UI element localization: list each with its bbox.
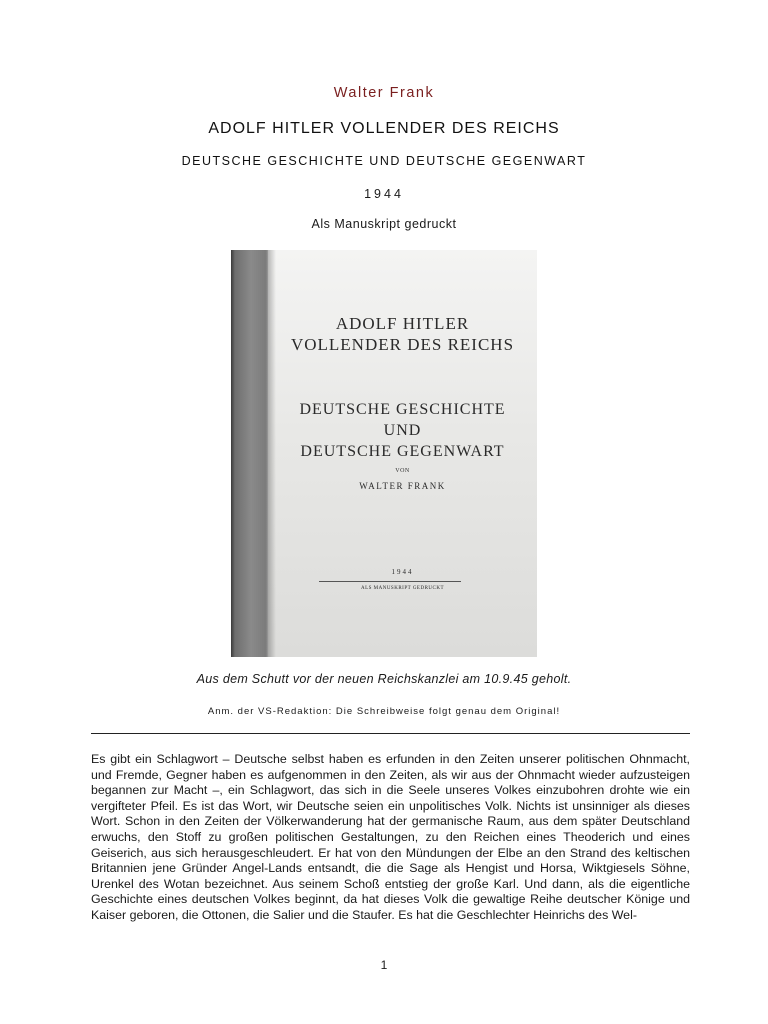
book-spine (231, 250, 268, 657)
page-number: 1 (380, 958, 388, 972)
cover-von: VON (395, 468, 410, 474)
cover-year: 1944 (391, 568, 414, 576)
cover-subtitle-line-1: DEUTSCHE GESCHICHTE (299, 401, 506, 418)
book-cover-photo (231, 250, 537, 657)
author-name: Walter Frank (333, 85, 435, 101)
cover-title-line-2: VOLLENDER DES REICHS (290, 335, 515, 354)
document-title: ADOLF HITLER VOLLENDER DES REICHS (208, 120, 560, 137)
photo-caption: Aus dem Schutt vor der neuen Reichskanzlei am 10.9.45 geholt. (196, 672, 572, 686)
body-paragraph: Es gibt ein Schlagwort – Deutsche selbst haben es erfunden in den Zeiten unserer politischen Ohnmacht, und Fremde, Gegner haben es aufgenommen in den Zeiten, als wir aus der Ohnmacht wieder aufzusteigen begannen zur Macht –, ein Schlagwort, das sich in die Seele unseres Volkes einzubohren drohte wie ein vergifteter Pfeil. Es ist das Wort, wir Deutsche seien ein unpolitisches Volk. Nichts ist unsinniger als dieses Wort. Schon in den Zeiten der Völkerwanderung hat der germanische Raum, aus dem später Deutschland erwuchs, den Stoff zu großen politischen Gestaltungen, zu den Reichen eines Theoderich und eines Geiserich, aus sich herausgeschleudert. Er hat von den Mündungen der Elbe an den Strand des keltischen Britannien jene Gründer Angel-Lands entsandt, die die Sage als Hengist und Horsa, Wiktgiesels Söhne, Urenkel des Wotan bezeichnet. Aus seinem Schoß entstieg der große Karl. Und dann, als die eigentliche Geschichte eines deutschen Volkes beginnt, da hat dieses Volk die gewaltige Reihe deutscher Könige und Kaiser geboren, die Ottonen, die Salier und die Staufer. Es hat die Geschlechter Heinrichs des Wel- (91, 752, 690, 922)
horizontal-rule (91, 733, 690, 734)
cover-manuscript: ALS MANUSKRIPT GEDRUCKT (360, 586, 445, 591)
document-subtitle: DEUTSCHE GESCHICHTE UND DEUTSCHE GEGENWART (181, 154, 587, 168)
cover-title-line-1: ADOLF HITLER (335, 314, 470, 333)
cover-author: WALTER FRANK (359, 481, 446, 491)
editor-note: Anm. der VS-Redaktion: Die Schreibweise folgt genau dem Original! (207, 706, 561, 717)
publication-year: 1944 (364, 187, 404, 201)
cover-subtitle-line-3: DEUTSCHE GEGENWART (300, 443, 505, 460)
cover-divider (319, 581, 461, 582)
manuscript-note: Als Manuskript gedruckt (311, 217, 457, 231)
cover-subtitle-line-2: UND (383, 422, 422, 439)
